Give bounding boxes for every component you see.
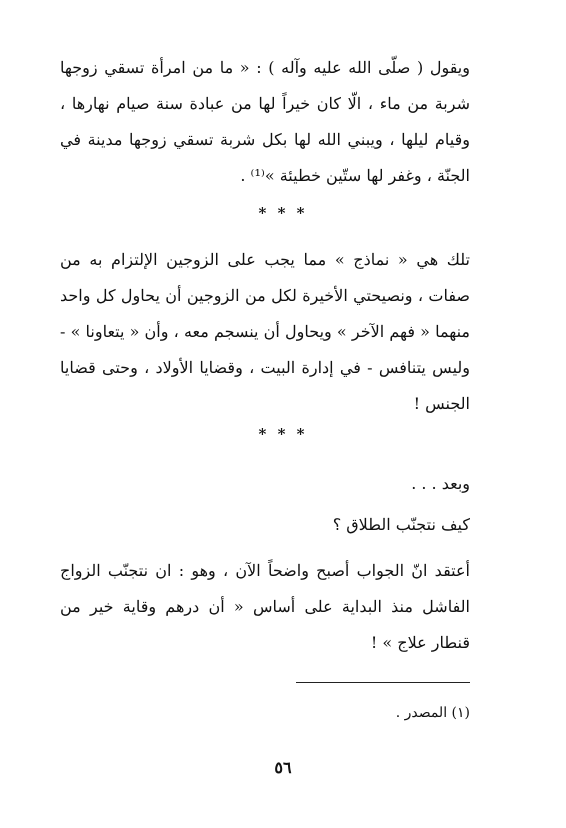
section-separator: * * * bbox=[258, 204, 308, 222]
paragraph-answer: أعتقد انّ الجواب أصبح واضحاً الآن ، وهو : ان نتجنّب الزواج الفاشل منذ البداية على أساس « أن درهم وقاية خير من قنطار علاج » ! bbox=[60, 561, 470, 652]
section-separator: * * * bbox=[258, 425, 308, 443]
transition-line: وبعد . . . bbox=[411, 474, 470, 493]
footnote: (١) المصدر . bbox=[395, 705, 470, 721]
section-question: كيف نتجنّب الطلاق ؟ bbox=[332, 515, 470, 534]
footnote-divider bbox=[296, 682, 470, 683]
page-number: ٥٦ bbox=[274, 758, 292, 777]
paragraph-advice: تلك هي « نماذج » مما يجب على الزوجين الإلتزام به من صفات ، ونصيحتي الأخيرة لكل من الزوجين أن يحاول كل واحد منهما « فهم الآخر » ويحاول أن ينسجم معه ، وأن « يتعاونا » - وليس يتنافس - في إدارة البيت ، وقضايا الأولاد ، وحتى قضايا الجنس ! bbox=[60, 250, 470, 413]
paragraph-hadith: ويقول ( صلّى الله عليه وآله ) : « ما من امرأة تسقي زوجها شربة من ماء ، الّا كان خيراً لها من عبادة سنة صيام نهارها ، وقيام ليلها ، ويبني الله لها بكل شربة تسقي زوجها مدينة في الجنّة ، وغفر لها ستّين خطيئة »⁽¹⁾ . bbox=[60, 58, 470, 185]
